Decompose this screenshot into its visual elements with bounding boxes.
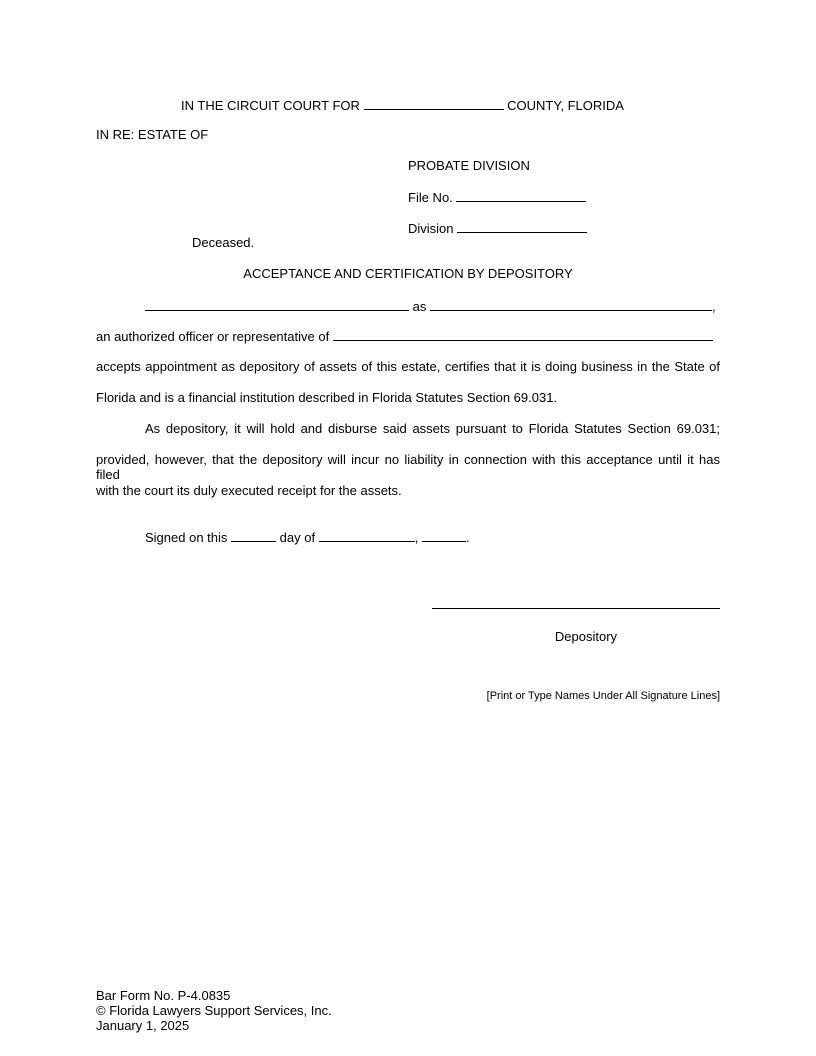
document-title: ACCEPTANCE AND CERTIFICATION BY DEPOSITORY: [243, 266, 573, 281]
officer-name-blank-line[interactable]: [145, 298, 409, 311]
institution-blank-line[interactable]: [333, 328, 713, 341]
officer-name-line: [145, 298, 716, 314]
institution-line: [96, 328, 713, 344]
county-blank-line[interactable]: [364, 97, 504, 110]
file-no-blank-line[interactable]: [456, 189, 586, 202]
day-of-text: day of: [279, 530, 316, 545]
date-comma: ,: [414, 530, 419, 545]
paragraph-1-line-1: accepts appointment as depository of assets of this estate, certifies that it is doing business in the State of: [96, 359, 720, 374]
depository-label: Depository: [554, 629, 618, 644]
paragraph-2-line-2: provided, however, that the depository will incur no liability in connection with this acceptance until it has filed: [96, 452, 720, 482]
date-period: .: [465, 530, 470, 545]
court-suffix: COUNTY, FLORIDA: [507, 98, 624, 113]
signed-on-line: [145, 529, 470, 545]
as-word: as: [412, 299, 427, 314]
court-prefix: IN THE CIRCUIT COURT FOR: [181, 98, 360, 113]
footer-date: January 1, 2025: [96, 1018, 190, 1033]
in-re-estate: IN RE: ESTATE OF: [96, 127, 209, 142]
file-no-label: File No.: [408, 190, 453, 205]
signed-on-text: Signed on this: [145, 530, 228, 545]
year-blank-line[interactable]: [422, 529, 466, 542]
officer-title-blank-line[interactable]: [430, 298, 712, 311]
deceased-label: Deceased.: [192, 235, 255, 250]
paragraph-2-line-3: with the court its duly executed receipt for the assets.: [96, 483, 402, 498]
month-blank-line[interactable]: [319, 529, 415, 542]
footer-copyright: © Florida Lawyers Support Services, Inc.: [96, 1003, 332, 1018]
day-blank-line[interactable]: [231, 529, 276, 542]
division-blank-line[interactable]: [457, 220, 587, 233]
file-no-field: [408, 189, 586, 205]
signature-note: [Print or Type Names Under All Signature Lines]: [486, 690, 720, 702]
division-label: Division: [408, 221, 454, 236]
paragraph-2-line-1: As depository, it will hold and disburse said assets pursuant to Florida Statutes Section 69.031;: [145, 421, 720, 436]
comma: ,: [711, 299, 716, 314]
division-field: [408, 220, 587, 236]
officer-text: an authorized officer or representative of: [96, 329, 330, 344]
probate-division-heading: PROBATE DIVISION: [408, 158, 530, 173]
court-header-line: [181, 97, 624, 113]
footer-form-no: Bar Form No. P-4.0835: [96, 988, 231, 1003]
paragraph-1-line-2: Florida and is a financial institution described in Florida Statutes Section 69.031.: [96, 390, 558, 405]
depository-signature-line[interactable]: [432, 608, 720, 609]
